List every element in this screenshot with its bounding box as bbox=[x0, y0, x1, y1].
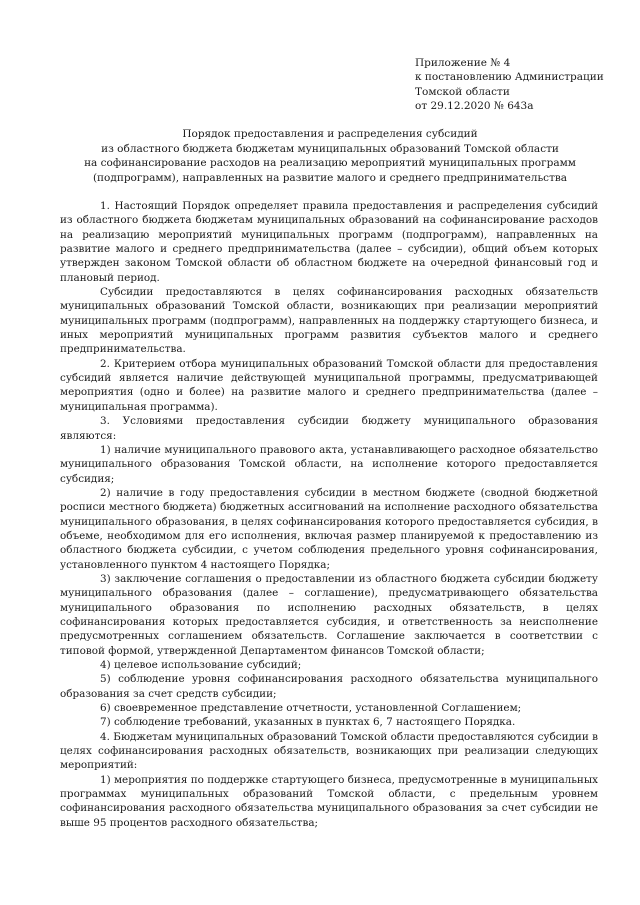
title-line: из областного бюджета бюджетам муниципальных образований Томской области bbox=[101, 142, 559, 155]
paragraph-3: 3. Условиями предоставления субсидии бюджету муниципального образования являются: bbox=[60, 415, 598, 442]
paragraph-3-item-4: 4) целевое использование субсидий; bbox=[100, 659, 302, 671]
appendix-date: от 29.12.2020 № 643а bbox=[415, 100, 534, 113]
appendix-region: Томской области bbox=[415, 85, 510, 98]
paragraph-3-item-3: 3) заключение соглашения о предоставлении из областного бюджета субсидии бюджету муниципального образования (далее – соглашение), предусматривающего обязательства муниципального образования по исполнению расходных обязательств, в целях софинансирования которых предоставляется субсидия, и ответственность за неисполнение предусмотренных соглашением обязательств. Соглашение заключается в соответствии с типовой формой, утвержденной Департаментом финансов Томской области; bbox=[60, 572, 598, 657]
paragraph-4: 4. Бюджетам муниципальных образований Томской области предоставляются субсидии в целях софинансирования расходных обязательств, возникающих при реализации следующих мероприятий: bbox=[60, 730, 598, 772]
paragraph-3-item-2: 2) наличие в году предоставления субсидии в местном бюджете (сводной бюджетной росписи местного бюджета) бюджетных ассигнований на исполнение расходного обязательства муниципального образования, в целях софинансирования которого предоставляется субсидия, в объеме, необходимом для его исполнения, включая размер планируемой к предоставлению из областного бюджета субсидии, с учетом соблюдения предельного уровня софинансирования, установленного пунктом 4 настоящего Порядка; bbox=[60, 486, 598, 571]
appendix-resolution: к постановлению Администрации bbox=[415, 71, 604, 84]
document-body bbox=[60, 199, 598, 830]
paragraph-3-item-5: 5) соблюдение уровня софинансирования расходного обязательства муниципального образования за счет средств субсидии; bbox=[60, 673, 598, 700]
paragraph-2: 2. Критерием отбора муниципальных образований Томской области для предоставления субсидий является наличие действующей муниципальной программы, предусматривающей мероприятия (одно и более) на развитие малого и среднего предпринимательства (далее – муниципальная программа). bbox=[60, 357, 598, 413]
paragraph-3-item-6: 6) своевременное представление отчетности, установленной Соглашением; bbox=[100, 702, 522, 715]
paragraph-3-item-1: 1) наличие муниципального правового акта, устанавливающего расходное обязательство муниципального образования Томской области, на исполнение которого предоставляется субсидия; bbox=[60, 443, 598, 485]
appendix-number: Приложение № 4 bbox=[415, 57, 511, 69]
paragraph-1: 1. Настоящий Порядок определяет правила предоставления и распределения субсидий из областного бюджета бюджетам муниципальных образований на софинансирование расходов на реализацию мероприятий муниципальных программ (подпрограмм), направленных на развитие малого и среднего предпринимательства (далее – субсидии), общий объем которых утвержден законом Томской области об областном бюджете на очередной финансовый год и плановый период. bbox=[60, 200, 598, 284]
paragraph-3-item-7: 7) соблюдение требований, указанных в пунктах 6, 7 настоящего Порядка. bbox=[100, 716, 516, 729]
document-title bbox=[60, 127, 600, 185]
title-line: Порядок предоставления и распределения субсидий bbox=[182, 128, 478, 140]
title-line: на софинансирование расходов на реализацию мероприятий муниципальных программ bbox=[84, 157, 576, 169]
paragraph-4-item-1: 1) мероприятия по поддержке стартующего бизнеса, предусмотренные в муниципальных программах муниципальных образований Томской области, с предельным уровнем софинансирования расходного обязательства муниципального образования за счет субсидии не выше 95 процентов расходного обязательства; bbox=[60, 773, 598, 829]
paragraph-subsidies-purpose: Субсидии предоставляются в целях софинансирования расходных обязательств муниципальных образований Томской области, возникающих при реализации мероприятий муниципальных программ (подпрограмм), направленных на поддержку стартующего бизнеса, и иных мероприятий муниципальных программ развития субъектов малого и среднего предпринимательства. bbox=[60, 286, 598, 356]
appendix-header bbox=[415, 56, 630, 114]
title-line: (подпрограмм), направленных на развитие малого и среднего предпринимательства bbox=[92, 171, 568, 184]
